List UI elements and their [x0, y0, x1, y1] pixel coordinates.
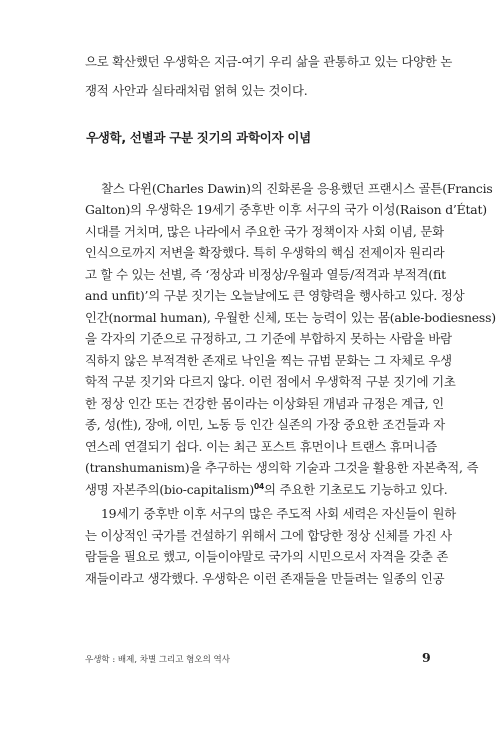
- paragraph-1-line-8: 을 각자의 기준으로 규정하고, 그 기준에 부합하지 못하는 사람을 바람: [85, 331, 452, 346]
- paragraph-1-line-3: 시대를 거치며, 많은 나라에서 주요한 국가 정책이자 사회 이념, 문화: [85, 224, 444, 239]
- paragraph-2-line-2: 는 이상적인 국가를 건설하기 위해서 그에 합당한 정상 신체를 가진 사: [85, 528, 452, 543]
- paragraph-2-line-4: 재들이라고 생각했다. 우생학은 이런 존재들을 만들려는 일종의 인공: [85, 571, 445, 586]
- intro-line-2: 쟁적 사안과 실타래처럼 얽혀 있는 것이다.: [85, 83, 308, 98]
- paragraph-1-line-5: 고 할 수 있는 선별, 즉 ‘정상과 비정상/우월과 열등/적격과 부적격(fit: [85, 267, 446, 282]
- paragraph-1-line-10: 학적 구분 짓기와 다르지 않다. 이런 점에서 우생학적 구분 짓기에 기초: [85, 374, 456, 389]
- paragraph-1-line-15: [85, 481, 448, 498]
- paragraph-2-line-1: 19세기 중후반 이후 서구의 많은 주도적 사회 세력은 자신들이 원하: [101, 506, 457, 521]
- paragraph-1-line-6: and unfit)’의 구분 짓기는 오늘날에도 큰 영향력을 행사하고 있다. 정상: [85, 288, 465, 303]
- paragraph-1-line-2: Galton)의 우생학은 19세기 중후반 이후 서구의 국가 이성(Raison d’État): [85, 202, 487, 217]
- paragraph-1-line-11: 한 정상 인간 또는 건강한 몸이라는 이상화된 개념과 규정은 계급, 인: [85, 396, 444, 411]
- paragraph-1-last-line-text: 생명 자본주의(bio-capitalism): [85, 482, 254, 497]
- paragraph-1-line-12: 종, 성(性), 장애, 이민, 노동 등 인간 실존의 가장 중요한 조건들과 자: [85, 417, 446, 432]
- intro-line-1: 으로 확산했던 우생학은 지금-여기 우리 삶을 관통하고 있는 다양한 논: [85, 54, 453, 69]
- paragraph-1-line-14: (transhumanism)을 추구하는 생의학 기술과 그것을 활용한 자본축적, 즉: [85, 460, 479, 475]
- paragraph-1-last-line-tail: 의 주요한 기초로도 기능하고 있다.: [264, 482, 448, 497]
- footnote-marker[interactable]: 04: [254, 481, 265, 491]
- running-footer-book-title: 우생학 : 배제, 차별 그리고 혐오의 역사: [85, 655, 230, 665]
- paragraph-1-line-13: 연스레 연결되기 쉽다. 이는 최근 포스트 휴먼이나 트랜스 휴머니즘: [85, 439, 437, 454]
- section-heading: 우생학, 선별과 구분 짓기의 과학이자 이념: [86, 130, 311, 145]
- paragraph-1-line-4: 인식으로까지 저변을 확장했다. 특히 우생학의 핵심 전제이자 원리라: [85, 245, 445, 260]
- paragraph-1-line-9: 직하지 않은 부적격한 존재로 낙인을 찍는 규범 문화는 그 자체로 우생: [85, 353, 452, 368]
- paragraph-1-line-7: 인간(normal human), 우월한 신체, 또는 능력이 있는 몸(able-bodiesness): [85, 310, 496, 325]
- page-number: 9: [422, 650, 431, 665]
- paragraph-1-line-1: 찰스 다윈(Charles Dawin)의 진화론을 응용했던 프랜시스 골튼(Francis: [101, 181, 493, 196]
- paragraph-2-line-3: 람들을 필요로 했고, 이들이야말로 국가의 시민으로서 자격을 갖춘 존: [85, 549, 449, 564]
